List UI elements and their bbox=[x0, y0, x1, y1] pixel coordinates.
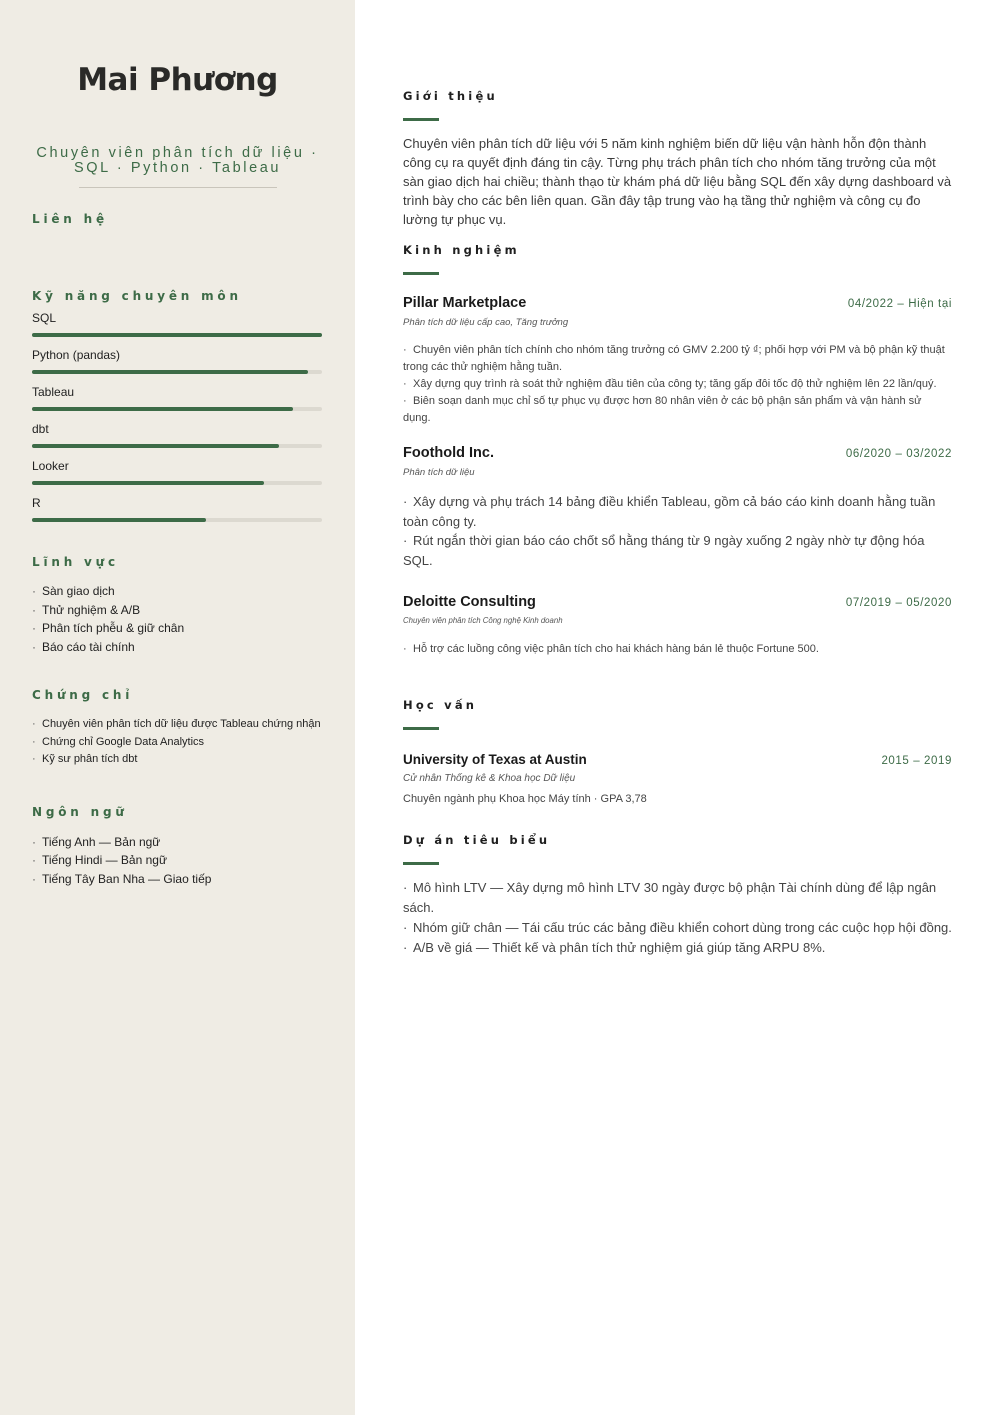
skill-name: SQL bbox=[32, 311, 57, 325]
education-detail: Chuyên ngành phụ Khoa học Máy tính · GPA 3,78 bbox=[403, 793, 647, 806]
skill-bar bbox=[32, 370, 322, 374]
experience-heading: Kinh nghiệm bbox=[403, 243, 520, 258]
list-item: · Chứng chỉ Google Data Analytics bbox=[32, 735, 205, 748]
skill-bar-fill bbox=[32, 333, 322, 337]
list-item: · Báo cáo tài chính bbox=[32, 639, 135, 654]
list-item: · Chuyên viên phân tích dữ liệu được Tableau chứng nhận bbox=[32, 718, 321, 730]
section-rule bbox=[403, 727, 439, 730]
job-bullets bbox=[403, 492, 952, 570]
about-text: Chuyên viên phân tích dữ liệu với 5 năm kinh nghiệm biến dữ liệu vận hành hỗn độn thành công cụ ra quyết định đáng tin cậy. Từng phụ trách phân tích cho nhóm tăng trưởng của một sàn giao dịch hai chiều; thành thạo từ khám phá dữ liệu bằng SQL đến xây dựng dashboard và trình bày cho các bên liên quan. Gần đây tập trung vào hạ tầng thử nghiệm và công cụ đo lường tự phục vụ. bbox=[403, 136, 952, 228]
job-role: Phân tích dữ liệu cấp cao, Tăng trưởng bbox=[403, 317, 569, 329]
domains-list bbox=[32, 582, 323, 656]
skill-bar-fill bbox=[32, 370, 308, 374]
candidate-name: Mai Phương bbox=[77, 62, 278, 98]
skill-bar-fill bbox=[32, 518, 206, 522]
skill-item bbox=[32, 422, 323, 448]
section-rule bbox=[403, 118, 439, 121]
list-item: · Biên soạn danh mục chỉ số tự phục vụ được hơn 80 nhân viên ở các bộ phận sản phẩm và vận hành sử dụng. bbox=[403, 395, 922, 425]
job-role: Chuyên viên phân tích Công nghệ Kinh doanh bbox=[403, 616, 563, 626]
tagline bbox=[32, 146, 323, 176]
skill-name: Tableau bbox=[32, 385, 75, 399]
school-name: University of Texas at Austin bbox=[403, 752, 587, 768]
skill-item bbox=[32, 496, 323, 522]
skill-bar bbox=[32, 407, 322, 411]
sidebar-divider bbox=[79, 187, 277, 188]
skill-item bbox=[32, 348, 323, 374]
languages-list bbox=[32, 833, 323, 889]
job-entry bbox=[403, 295, 952, 427]
skill-bar-fill bbox=[32, 481, 264, 485]
degree: Cử nhân Thống kê & Khoa học Dữ liệu bbox=[403, 773, 576, 785]
job-dates: 06/2020 – 03/2022 bbox=[845, 448, 952, 461]
section-rule bbox=[403, 862, 439, 865]
sidebar bbox=[0, 0, 355, 1415]
list-item: · Sàn giao dịch bbox=[32, 584, 115, 598]
section-rule bbox=[403, 272, 439, 275]
domains-heading: Lĩnh vực bbox=[32, 555, 119, 569]
education-header bbox=[403, 752, 952, 767]
education-entry bbox=[403, 752, 952, 805]
list-item: · Thử nghiệm & A/B bbox=[32, 602, 141, 617]
list-item: · Tiếng Hindi — Bản ngữ bbox=[32, 853, 167, 867]
job-bullets bbox=[403, 342, 952, 427]
job-entry bbox=[403, 594, 952, 658]
skills-list bbox=[32, 311, 323, 522]
list-item: · Kỹ sư phân tích dbt bbox=[32, 753, 138, 765]
job-header bbox=[403, 295, 952, 311]
education-dates: 2015 – 2019 bbox=[881, 755, 952, 768]
skill-bar-fill bbox=[32, 444, 279, 448]
skill-name: dbt bbox=[32, 422, 49, 436]
list-item: · Xây dựng quy trình rà soát thử nghiệm đầu tiên của công ty; tăng gấp đôi tốc độ thử nghiệm lên 22 lần/quý. bbox=[403, 378, 937, 391]
about-heading: Giới thiệu bbox=[403, 89, 498, 103]
skill-item bbox=[32, 385, 323, 411]
list-item: · A/B về giá — Thiết kế và phân tích thử nghiệm giá giúp tăng ARPU 8%. bbox=[403, 939, 826, 955]
job-header bbox=[403, 445, 952, 461]
list-item: · Nhóm giữ chân — Tái cấu trúc các bảng điều khiển cohort dùng trong các cuộc họp hội đồng. bbox=[403, 919, 952, 935]
list-item: · Rút ngắn thời gian báo cáo chốt sổ hằng tháng từ 9 ngày xuống 2 ngày nhờ tự động hóa SQL. bbox=[403, 533, 925, 568]
projects-list bbox=[403, 878, 952, 957]
skill-bar bbox=[32, 444, 322, 448]
list-item: · Phân tích phễu & giữ chân bbox=[32, 621, 185, 635]
job-dates: 04/2022 – Hiện tại bbox=[847, 298, 952, 311]
job-entry bbox=[403, 445, 952, 570]
job-header bbox=[403, 594, 952, 610]
job-company: Pillar Marketplace bbox=[403, 295, 527, 312]
skill-name: R bbox=[32, 496, 41, 510]
list-item: · Tiếng Anh — Bản ngữ bbox=[32, 834, 161, 849]
list-item: · Xây dựng và phụ trách 14 bảng điều khiển Tableau, gồm cả báo cáo kinh doanh hằng tuần toàn công ty. bbox=[403, 494, 936, 529]
contact-heading: Liên hệ bbox=[32, 212, 108, 226]
list-item: · Mô hình LTV — Xây dựng mô hình LTV 30 ngày được bộ phận Tài chính dùng để lập ngân sách. bbox=[403, 880, 937, 916]
skill-bar bbox=[32, 481, 322, 485]
education-heading: Học vấn bbox=[403, 698, 478, 713]
skill-name: Looker bbox=[32, 459, 69, 473]
list-item: · Tiếng Tây Ban Nha — Giao tiếp bbox=[32, 871, 212, 886]
skill-item bbox=[32, 311, 323, 337]
certs-list bbox=[32, 716, 323, 769]
main-content bbox=[355, 0, 1000, 1415]
skill-bar bbox=[32, 333, 322, 337]
skills-heading: Kỹ năng chuyên môn bbox=[32, 289, 242, 303]
skill-bar bbox=[32, 518, 322, 522]
list-item: · Hỗ trợ các luồng công việc phân tích cho hai khách hàng bán lẻ thuộc Fortune 500. bbox=[403, 643, 819, 656]
job-company: Deloitte Consulting bbox=[403, 594, 536, 611]
projects-heading: Dự án tiêu biểu bbox=[403, 833, 551, 848]
languages-heading: Ngôn ngữ bbox=[32, 804, 128, 819]
job-role: Phân tích dữ liệu bbox=[403, 467, 475, 479]
skill-item bbox=[32, 459, 323, 485]
skill-name: Python (pandas) bbox=[32, 348, 121, 362]
certs-heading: Chứng chỉ bbox=[32, 688, 134, 702]
job-company: Foothold Inc. bbox=[403, 445, 495, 462]
list-item: · Chuyên viên phân tích chính cho nhóm tăng trưởng có GMV 2.200 tỷ ₫; phối hợp với PM và bộ phận kỹ thuật trong các thử nghiệm hằng tuần. bbox=[403, 344, 945, 374]
tagline-line-2: SQL · Python · Tableau bbox=[73, 160, 282, 176]
job-bullets bbox=[403, 641, 952, 658]
job-dates: 07/2019 – 05/2020 bbox=[845, 597, 952, 610]
tagline-line-1: Chuyên viên phân tích dữ liệu · bbox=[36, 145, 319, 161]
skill-bar-fill bbox=[32, 407, 293, 411]
